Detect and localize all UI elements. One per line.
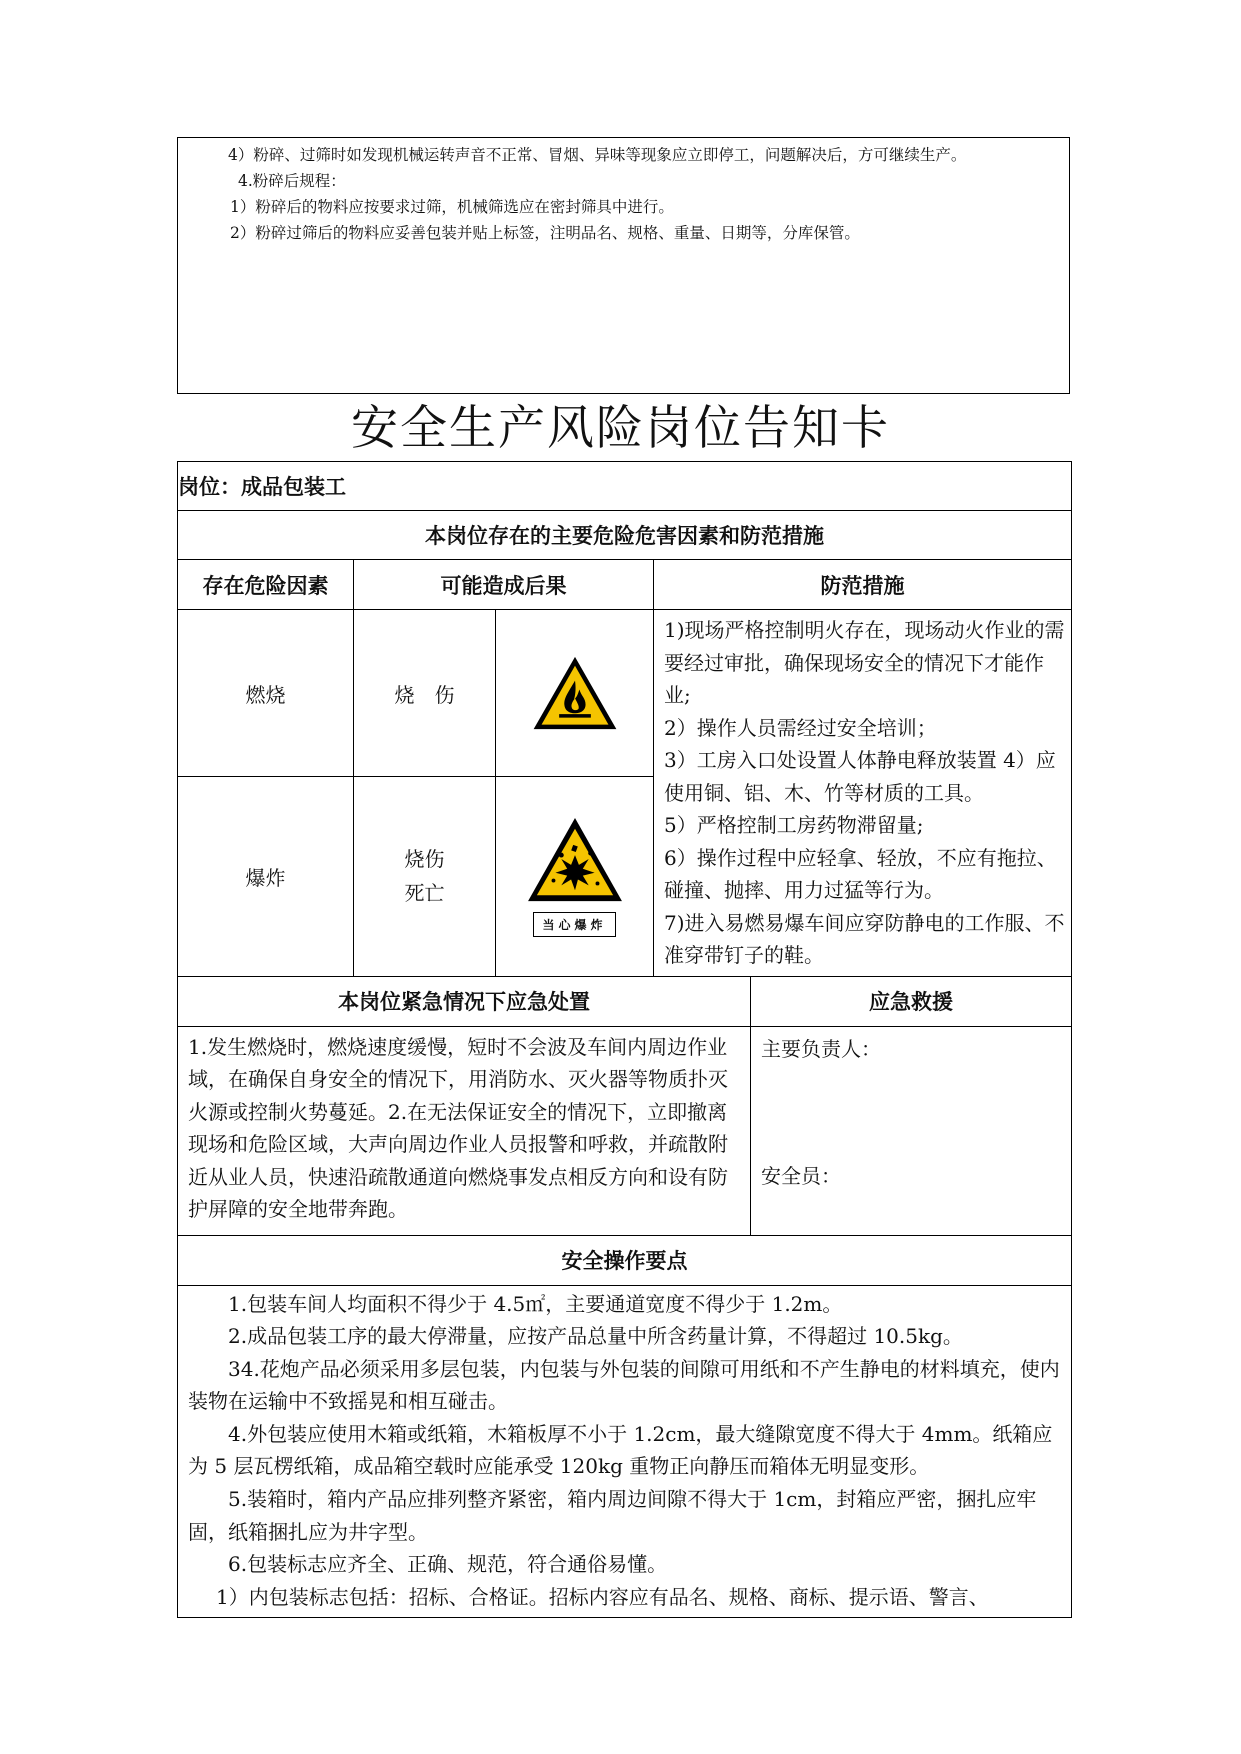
measures-list [654,610,1072,977]
measure-item: 5）严格控制工房药物滞留量; [664,813,924,837]
measure-item: 7)进入易燃易爆车间应穿防静电的工作服、不准穿带钉子的鞋。 [664,910,1065,967]
rescue-contacts [751,1026,1072,1235]
post-name: 岗位：成品包装工 [178,462,1072,511]
hazard-factor-explosion: 爆炸 [178,777,354,976]
header-consequence: 可能造成后果 [354,560,654,610]
hazards-section-title: 本岗位存在的主要危险危害因素和防范措施 [178,511,1072,560]
procedure-line: 4.粉碎后规程： [238,172,346,190]
operation-item: 5.装箱时，箱内产品应排列整齐紧密，箱内周边间隙不得大于 1cm，封箱应严密，捆扎应牢固，纸箱捆扎应为井字型。 [188,1487,1037,1544]
header-hazard-factor: 存在危险因素 [178,560,354,610]
consequence-line: 烧伤 [404,847,445,872]
measure-item: 1)现场严格控制明火存在，现场动火作业的需要经过审批，确保现场安全的情况下才能作业; [664,618,1065,707]
operation-item: 1）内包装标志包括：招标、合格证。招标内容应有品名、规格、商标、提示语、警言、 [216,1584,989,1609]
emergency-header: 本岗位紧急情况下应急处置 [178,976,751,1026]
operation-item: 2.成品包装工序的最大停滞量，应按产品总量中所含药量计算，不得超过 10.5kg。 [228,1324,963,1349]
flammable-sign-cell [496,610,654,777]
emergency-procedure-text: 1.发生燃烧时，燃烧速度缓慢，短时不会波及车间内周边作业域，在确保自身安全的情况下，用消防水、灭火器等物质扑灭火源或控制火势蔓延。2.在无法保证安全的情况下，立即撤离现场和危险区域，大声向周边作业人员报警和呼救，并疏散附近从业人员，快速沿疏散通道向燃烧事发点相反方向和设有防护屏障的安全地带奔跑。 [178,1026,751,1235]
operations-header: 安全操作要点 [178,1235,1072,1285]
flammable-warning-icon [531,654,619,732]
consequence-explosion [354,777,496,976]
procedure-line: 4）粉碎、过筛时如发现机械运转声音不正常、冒烟、异味等现象应立即停工，问题解决后，方可继续生产。 [228,146,967,164]
operation-item: 6.包装标志应齐全、正确、规范，符合通俗易懂。 [228,1552,668,1577]
measure-item: 3）工房入口处设置人体静电释放装置 4）应使用铜、铝、木、竹等材质的工具。 [664,748,1056,805]
consequence-burning: 烧 伤 [354,610,496,777]
measure-item: 2）操作人员需经过安全培训； [664,715,937,740]
explosive-sign-cell [496,777,654,976]
page-title: 安全生产风险岗位告知卡 [351,401,890,456]
rescue-header: 应急救援 [751,976,1072,1026]
caution-explosion-label: 当心爆炸 [533,912,615,937]
operation-item: 1.包装车间人均面积不得少于 4.5㎡，主要通道宽度不得少于 1.2m。 [228,1291,843,1316]
operation-item: 34.花炮产品必须采用多层包装，内包装与外包装的间隙可用纸和不产生静电的材料填充，使内装物在运输中不致摇晃和相互碰击。 [188,1356,1060,1414]
safety-officer-label: 安全员： [761,1163,841,1188]
procedure-line: 1）粉碎后的物料应按要求过筛，机械筛选应在密封筛具中进行。 [230,198,674,216]
header-measures: 防范措施 [654,560,1072,610]
operation-item: 4.外包装应使用木箱或纸箱，木箱板厚不小于 1.2cm，最大缝隙宽度不得大于 4mm。纸箱应为 5 层瓦楞纸箱，成品箱空载时应能承受 120kg 重物正向静压而箱体无明显变形。 [188,1421,1053,1479]
explosive-warning-icon [526,816,624,904]
risk-notice-card [177,461,1072,1618]
operations-list [178,1285,1072,1618]
previous-procedure-box [177,137,1070,394]
hazard-factor-burning: 燃烧 [178,610,354,777]
procedure-line: 2）粉碎过筛后的物料应妥善包装并贴上标签，注明品名、规格、重量、日期等，分库保管。 [230,224,860,242]
consequence-line: 死亡 [404,881,445,906]
measure-item: 6）操作过程中应轻拿、轻放，不应有拖拉、碰撞、抛摔、用力过猛等行为。 [664,845,1057,902]
leader-label: 主要负责人： [761,1036,881,1061]
